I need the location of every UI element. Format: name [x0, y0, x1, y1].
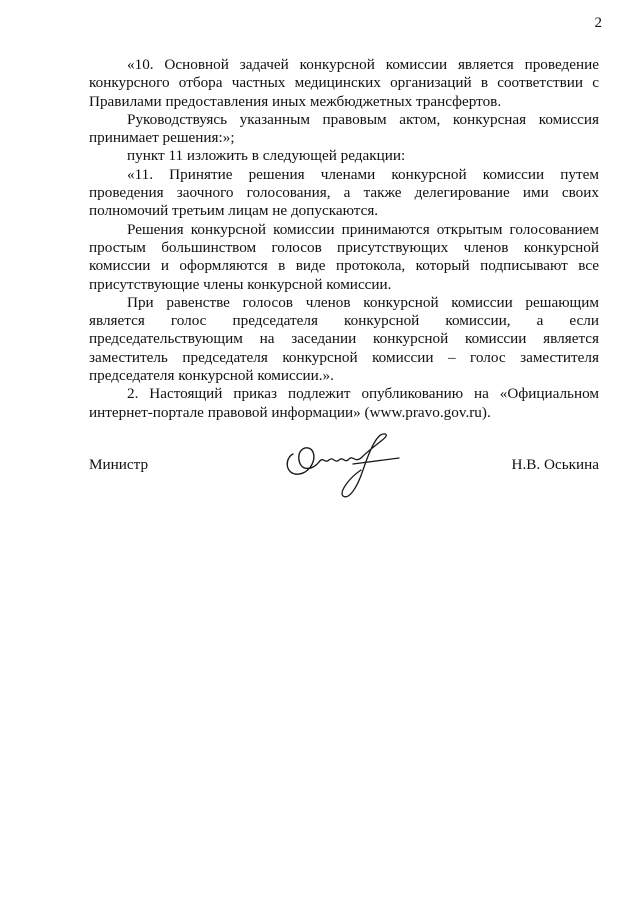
document-body: [89, 56, 599, 422]
paragraph-5: Решения конкурсной комиссии принимаются открытым голосованием простым большинством голосов присутствующих членов конкурсной комиссии и оформляются в виде протокола, который подписывают все присутствующие члены конкурсной комиссии.: [89, 220, 599, 293]
page-number: 2: [594, 15, 602, 31]
paragraph-2: Руководствуясь указанным правовым актом, конкурсная комиссия принимает решения:»;: [89, 110, 599, 147]
handwritten-signature: [279, 432, 404, 504]
paragraph-3: пункт 11 изложить в следующей редакции:: [127, 147, 406, 165]
signature-block: [89, 432, 599, 512]
paragraph-1: «10. Основной задачей конкурсной комиссии является проведение конкурсного отбора частных медицинских организаций в соответствии с Правилами предоставления иных межбюджетных трансфертов.: [89, 56, 599, 110]
paragraph-7: 2. Настоящий приказ подлежит опубликованию на «Официальном интернет-портале правовой информации» (www.pravo.gov.ru).: [89, 385, 599, 421]
paragraph-4: «11. Принятие решения членами конкурсной комиссии путем проведения заочного голосования, а также делегирование ими своих полномочий третьим лицам не допускаются.: [89, 165, 599, 220]
paragraph-6: При равенстве голосов членов конкурсной комиссии решающим является голос председателя конкурсной комиссии, а если председательствующим на заседании конкурсной комиссии является заместитель председателя конкурсной комиссии – голос заместителя председателя конкурсной комиссии.».: [89, 293, 599, 385]
signer-name: Н.В. Оськина: [511, 456, 599, 473]
signer-title: Министр: [89, 456, 149, 473]
